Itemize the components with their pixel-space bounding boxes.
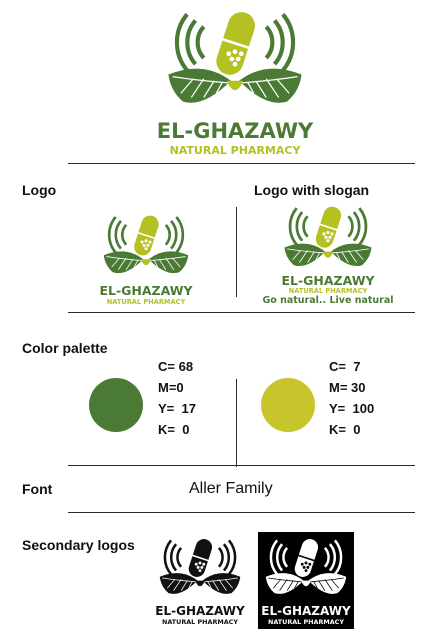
- logo-plain: [96, 213, 196, 305]
- brand-subtitle: NATURAL PHARMACY: [169, 144, 301, 157]
- divider: [68, 312, 415, 313]
- logo-mark-icon: [99, 213, 193, 279]
- label-logo: Logo: [22, 182, 57, 198]
- brand-subtitle: NATURAL PHARMACY: [267, 618, 345, 626]
- brand-name: EL-GHAZAWY: [261, 604, 351, 618]
- hero-logo: [150, 8, 320, 158]
- label-logo-with-slogan: Logo with slogan: [254, 182, 370, 198]
- cmyk-m: M= 30: [329, 380, 366, 395]
- logo-mark-icon: [162, 8, 308, 112]
- logo-black-on-white: [152, 536, 248, 628]
- cmyk-c: C= 7: [329, 359, 361, 374]
- divider: [68, 512, 415, 513]
- divider: [236, 207, 237, 297]
- logo-mark-icon: [156, 536, 244, 600]
- brand-name: EL-GHAZAWY: [99, 283, 193, 298]
- brand-slogan: Go natural.. Live natural: [262, 295, 394, 306]
- swatch-green: [89, 378, 143, 432]
- cmyk-c: C= 68: [158, 359, 194, 374]
- logo-mark-icon: [280, 204, 376, 272]
- divider: [68, 163, 415, 164]
- brand-name: EL-GHAZAWY: [281, 273, 375, 288]
- brand-subtitle: NATURAL PHARMACY: [288, 287, 368, 295]
- label-font: Font: [22, 481, 53, 497]
- brand-name: EL-GHAZAWY: [156, 119, 314, 143]
- logo-white-on-black: [258, 532, 354, 629]
- cmyk-values-lime: [329, 356, 374, 440]
- cmyk-values-green: [158, 356, 196, 440]
- label-secondary-logos: Secondary logos: [22, 537, 135, 553]
- cmyk-m: M=0: [158, 380, 184, 395]
- brand-subtitle: NATURAL PHARMACY: [106, 298, 186, 306]
- logo-mark-icon: [262, 536, 350, 600]
- divider: [68, 465, 415, 466]
- divider: [236, 379, 237, 467]
- cmyk-y: Y= 100: [329, 401, 375, 416]
- swatch-lime: [261, 378, 315, 432]
- cmyk-y: Y= 17: [158, 401, 196, 416]
- cmyk-k: K= 0: [329, 422, 361, 437]
- brand-subtitle: NATURAL PHARMACY: [161, 618, 239, 626]
- font-name: Aller Family: [189, 480, 273, 497]
- logo-with-slogan: [258, 204, 398, 304]
- cmyk-k: K= 0: [158, 422, 190, 437]
- brand-name: EL-GHAZAWY: [155, 604, 245, 618]
- label-color-palette: Color palette: [22, 340, 108, 356]
